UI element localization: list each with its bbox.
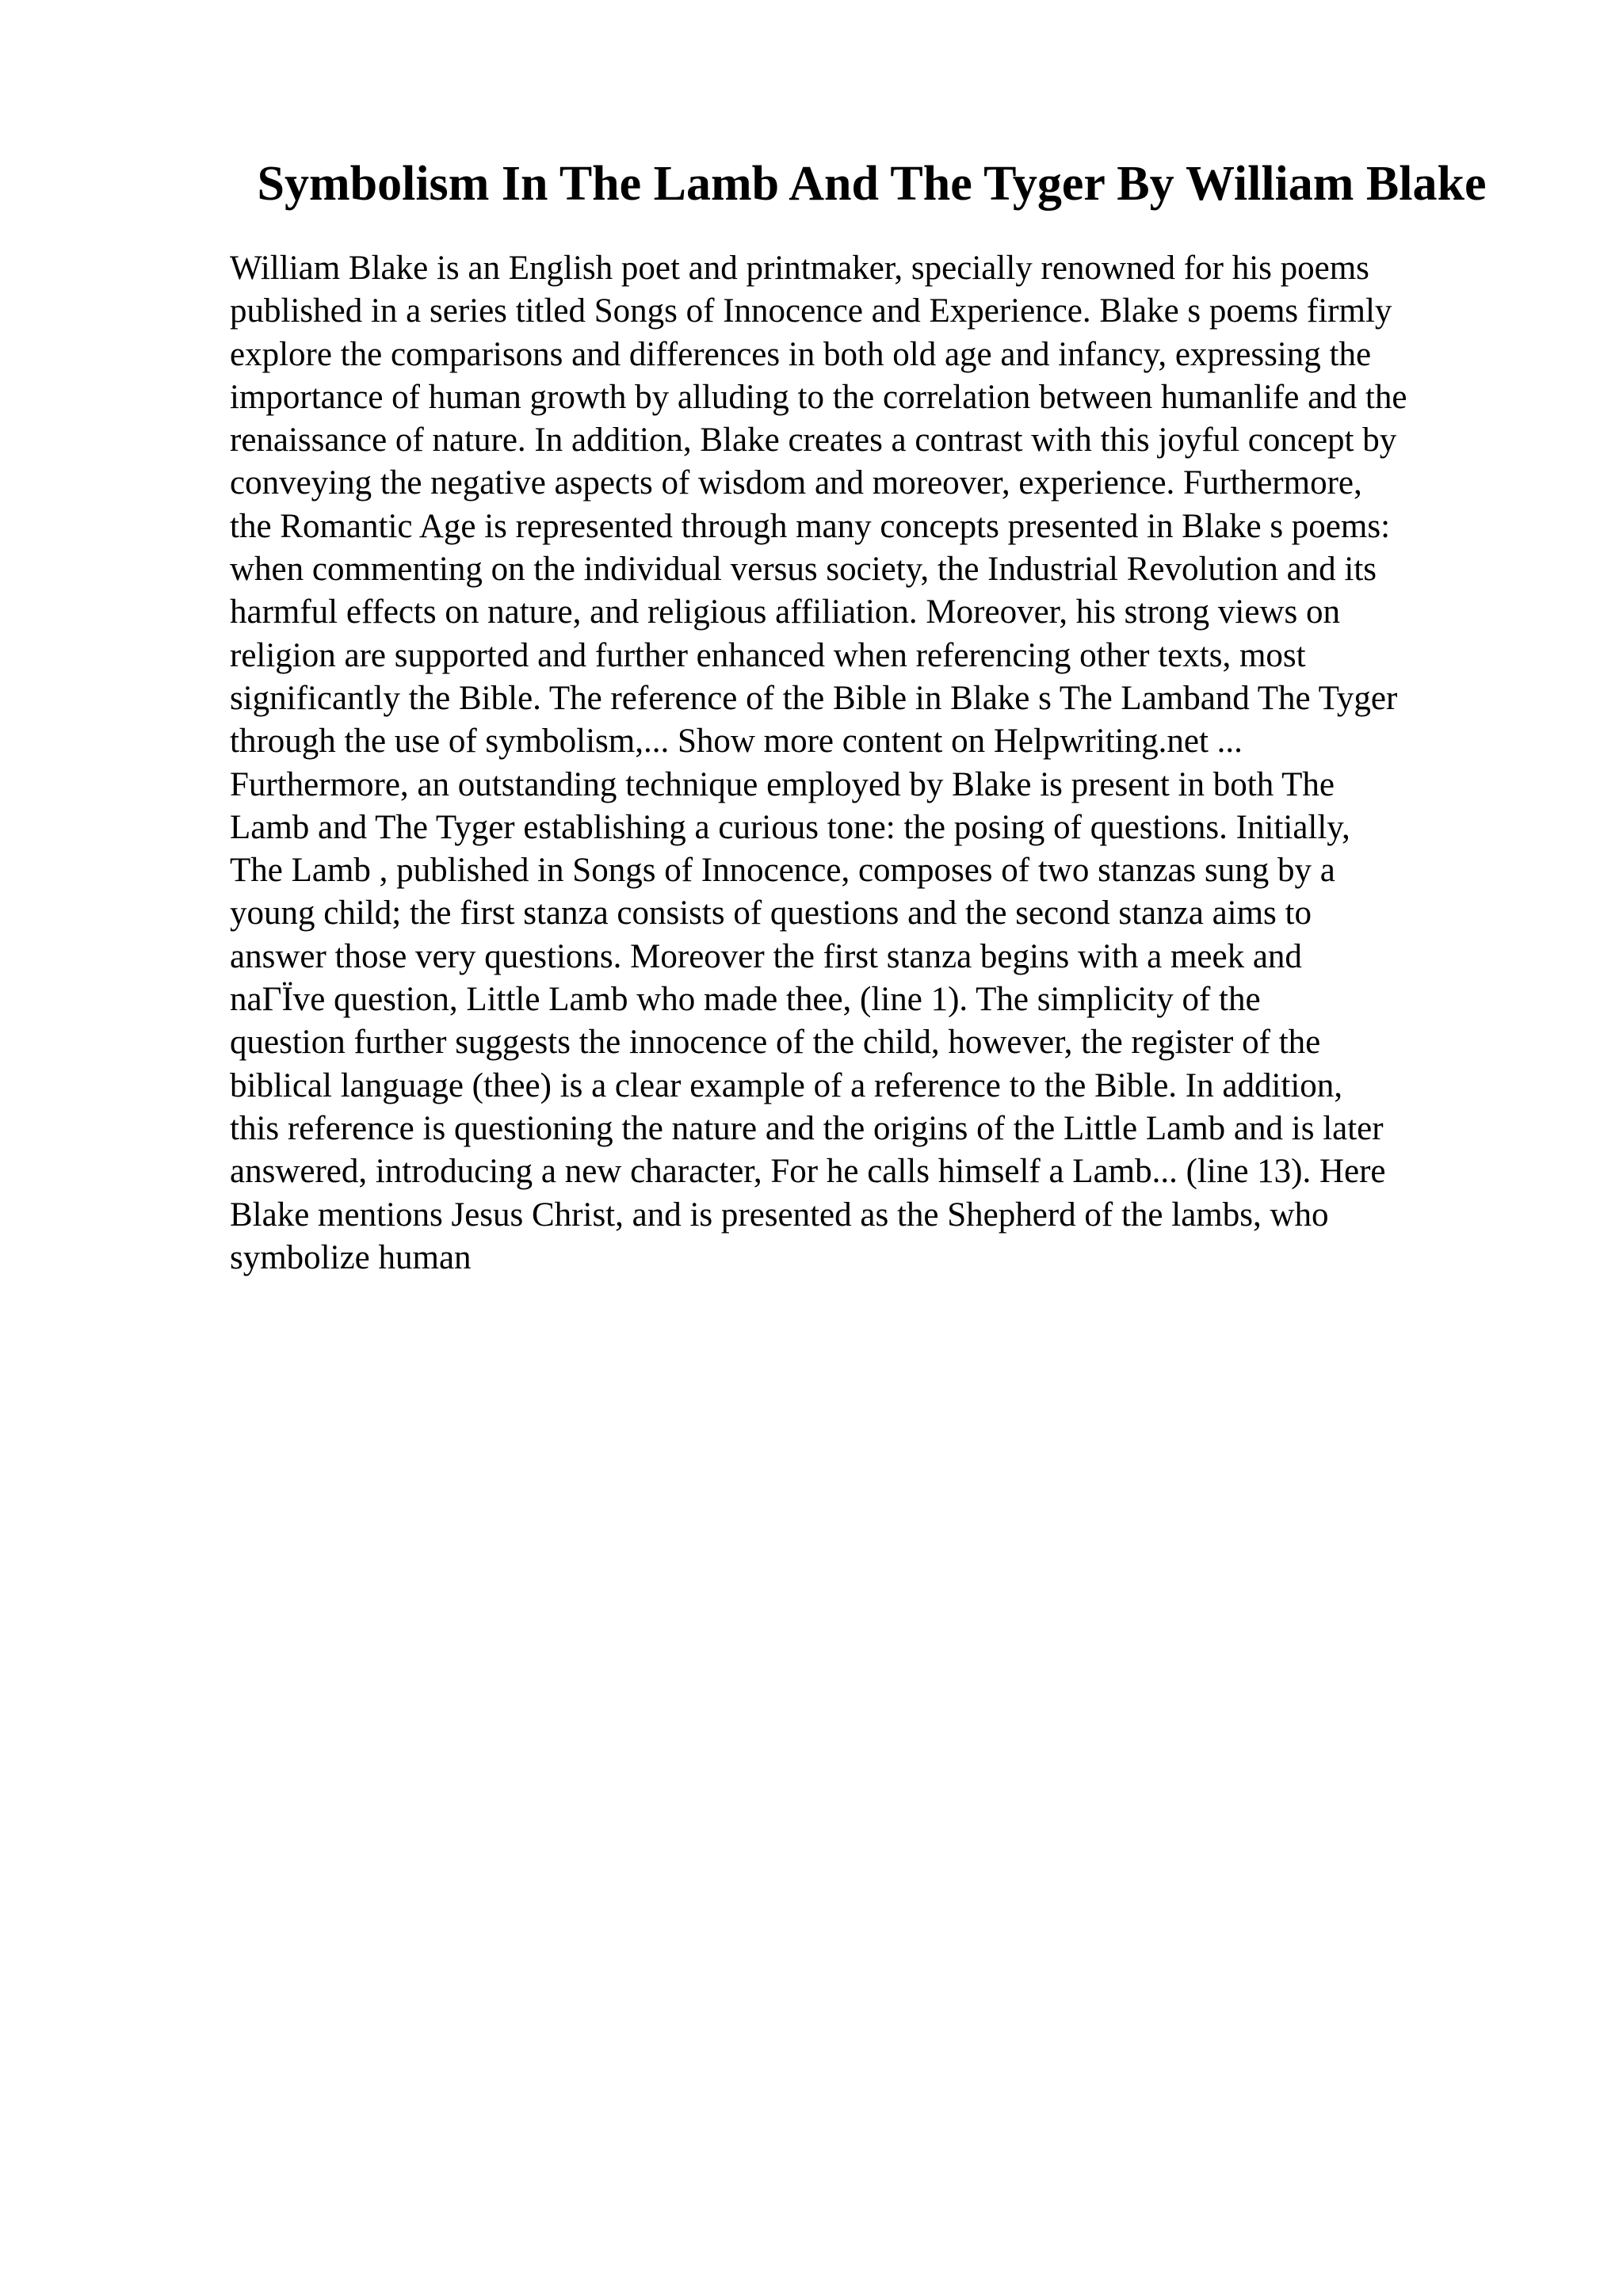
body-line: question further suggests the innocence of the child, however, the register of the xyxy=(230,1024,1321,1062)
body-line: the Romantic Age is represented through many concepts presented in Blake s poems: xyxy=(230,507,1391,545)
body-line: biblical language (thee) is a clear example of a reference to the Bible. In addition, xyxy=(230,1066,1343,1104)
body-line: The Lamb , published in Songs of Innocence, composes of two stanzas sung by a xyxy=(230,852,1335,890)
body-line: harmful effects on nature, and religious affiliation. Moreover, his strong views on xyxy=(230,593,1341,631)
body-line: when commenting on the individual versus society, the Industrial Revolution and its xyxy=(230,551,1377,589)
body-line: significantly the Bible. The reference of the Bible in Blake s The Lamband The Tyger xyxy=(230,679,1398,717)
body-line: young child; the first stanza consists of questions and the second stanza aims to xyxy=(230,894,1312,933)
body-line: Lamb and The Tyger establishing a curious tone: the posing of questions. Initially, xyxy=(230,808,1350,846)
body-line: symbolize human xyxy=(230,1238,472,1276)
body-line: published in a series titled Songs of Innocence and Experience. Blake s poems firmly xyxy=(230,292,1392,330)
body-line: Furthermore, an outstanding technique employed by Blake is present in both The xyxy=(230,765,1335,803)
document-title: Symbolism In The Lamb And The Tyger By William Blake xyxy=(257,157,1487,211)
body-line: religion are supported and further enhanced when referencing other texts, most xyxy=(230,636,1306,674)
body-line: answered, introducing a new character, For he calls himself a Lamb... (line 13). Here xyxy=(230,1153,1386,1191)
body-line: through the use of symbolism,... Show more content on Helpwriting.net ... xyxy=(230,723,1243,761)
body-line: William Blake is an English poet and printmaker, specially renowned for his poems xyxy=(230,250,1369,287)
body-line: this reference is questioning the nature and the origins of the Little Lamb and is later xyxy=(230,1109,1384,1147)
body-line: importance of human growth by alluding to the correlation between humanlife and the xyxy=(230,378,1407,416)
body-line: naГЇve question, Little Lamb who made thee, (line 1). The simplicity of the xyxy=(230,981,1261,1019)
body-line: answer those very questions. Moreover the first stanza begins with a meek and xyxy=(230,937,1302,975)
body-line: conveying the negative aspects of wisdom and moreover, experience. Furthermore, xyxy=(230,464,1362,502)
body-line: explore the comparisons and differences in both old age and infancy, expressing the xyxy=(230,335,1372,373)
document-body xyxy=(230,247,1529,1280)
body-line: renaissance of nature. In addition, Blake creates a contrast with this joyful concept by xyxy=(230,421,1397,460)
body-line: Blake mentions Jesus Christ, and is presented as the Shepherd of the lambs, who xyxy=(230,1196,1329,1234)
